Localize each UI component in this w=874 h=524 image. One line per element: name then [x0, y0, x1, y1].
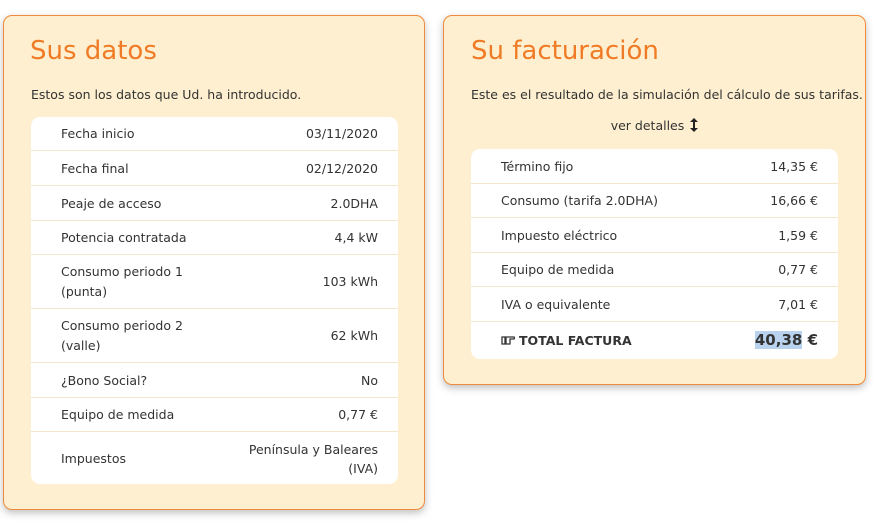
view-details-link[interactable]: [444, 118, 865, 135]
billing-card: [443, 15, 866, 385]
row-total-factura: [471, 322, 838, 359]
row-consumo-periodo-1: [31, 255, 398, 309]
row-equipo-medida: [31, 398, 398, 432]
row-label: Fecha inicio: [61, 126, 135, 141]
row-consumo: [471, 184, 838, 218]
row-label: Impuesto eléctrico: [501, 228, 618, 243]
billing-table: [471, 149, 838, 359]
row-label: Equipo de medida: [501, 262, 615, 277]
row-bono-social: [31, 363, 398, 398]
row-label: Consumo (tarifa 2.0DHA): [501, 193, 658, 208]
row-value: 03/11/2020: [305, 126, 378, 141]
user-data-title: Sus datos: [30, 36, 157, 66]
row-value: 0,77 €: [338, 407, 378, 422]
row-value: 16,66 €: [770, 193, 818, 208]
row-fecha-final: [31, 151, 398, 186]
row-label: Impuestos: [61, 451, 126, 466]
row-label: IVA o equivalente: [501, 297, 611, 312]
row-potencia-contratada: [31, 221, 398, 255]
row-label: ¿Bono Social?: [61, 373, 148, 388]
row-value: Península y Baleares: [248, 442, 378, 457]
row-value: 4,4 kW: [334, 230, 378, 245]
row-value: 103 kWh: [322, 274, 378, 289]
row-value: 62 kWh: [330, 328, 378, 343]
row-label: Equipo de medida: [61, 407, 175, 422]
total-amount: 40,38: [754, 331, 803, 349]
row-label: Consumo periodo 2: [61, 318, 183, 333]
hand-pointing-icon: [501, 331, 515, 351]
row-label: Peaje de acceso: [61, 196, 162, 211]
user-data-intro: Estos son los datos que Ud. ha introducido.: [31, 87, 302, 102]
vertical-arrows-icon: [690, 118, 698, 135]
row-impuesto-electrico: [471, 218, 838, 253]
row-label: Potencia contratada: [61, 230, 187, 245]
user-data-table: [31, 117, 398, 484]
row-peaje-acceso: [31, 186, 398, 221]
row-label: Término fijo: [501, 159, 574, 174]
row-impuestos: [31, 432, 398, 484]
view-details-label: ver detalles: [610, 118, 685, 133]
row-equipo-medida: [471, 253, 838, 287]
row-termino-fijo: [471, 149, 838, 184]
total-value: [755, 330, 818, 350]
total-currency: €: [807, 331, 818, 349]
billing-intro: Este es el resultado de la simulación del cálculo de sus tarifas.: [471, 87, 863, 102]
user-data-card: [3, 15, 425, 510]
row-value: 14,35 €: [770, 159, 818, 174]
row-value: 1,59 €: [778, 228, 818, 243]
total-label: TOTAL FACTURA: [519, 333, 632, 348]
row-iva: [471, 287, 838, 322]
row-consumo-periodo-2: [31, 309, 398, 363]
row-value-sub: (IVA): [348, 461, 378, 476]
row-value: 02/12/2020: [305, 161, 378, 176]
row-label: Consumo periodo 1: [61, 264, 183, 279]
row-label-sub: (punta): [61, 284, 108, 299]
total-label-group: [501, 331, 632, 351]
row-value: 7,01 €: [778, 297, 818, 312]
row-value: 0,77 €: [778, 262, 818, 277]
row-value: No: [361, 373, 378, 388]
row-label-sub: (valle): [61, 338, 101, 353]
row-fecha-inicio: [31, 117, 398, 151]
row-label: Fecha final: [61, 161, 129, 176]
billing-title: Su facturación: [471, 36, 659, 66]
row-value: 2.0DHA: [330, 196, 378, 211]
